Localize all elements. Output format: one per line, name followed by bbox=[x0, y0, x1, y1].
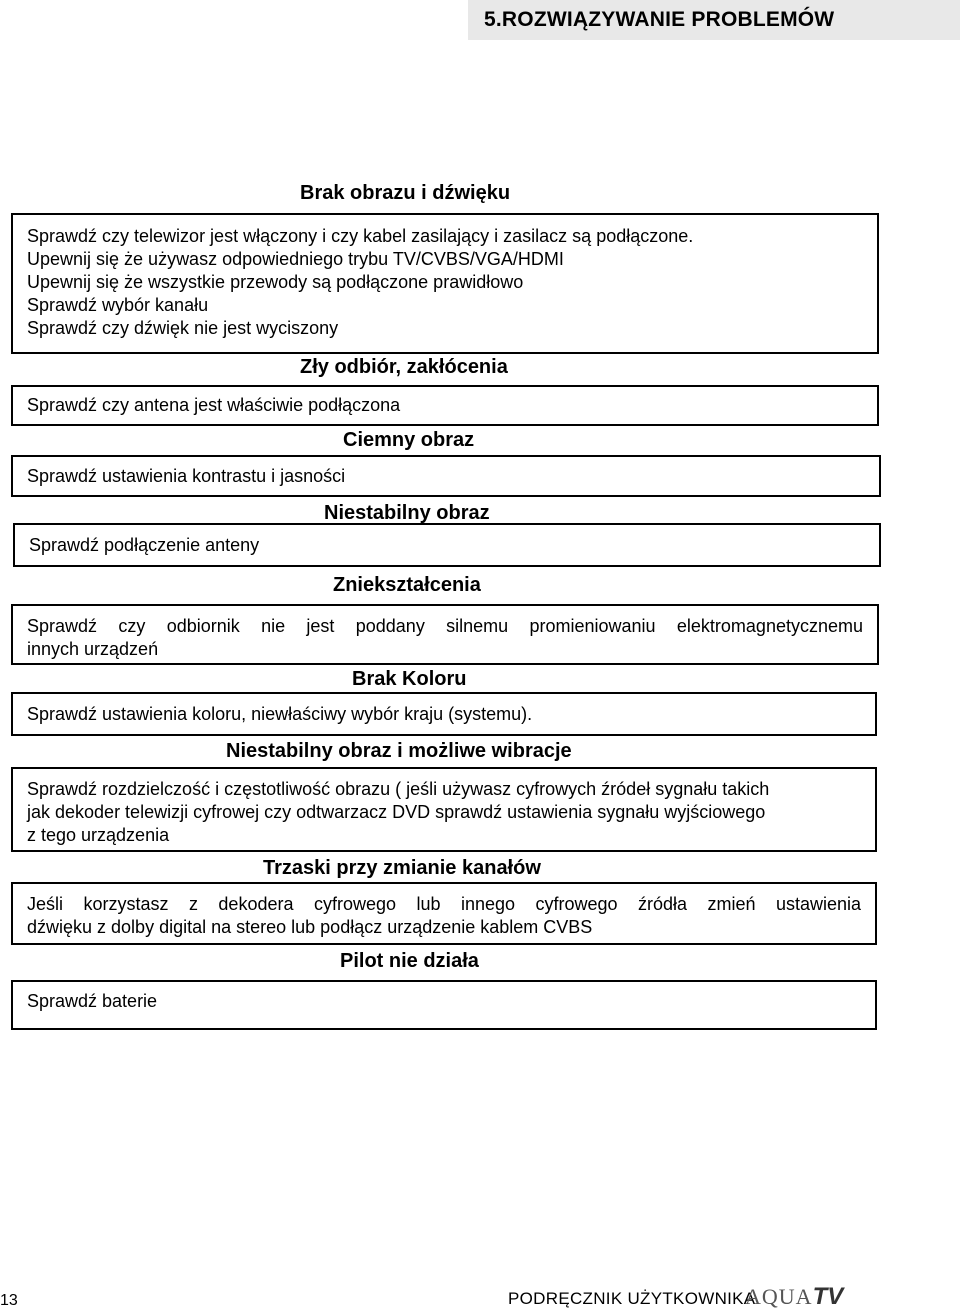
section-line: Sprawdź czy antena jest właściwie podłączona bbox=[27, 395, 401, 415]
section-line: Sprawdź baterie bbox=[27, 991, 158, 1011]
section-title-distortion: Zniekształcenia bbox=[333, 574, 481, 596]
section-box-remote bbox=[11, 980, 877, 1030]
section-line: Sprawdź czy odbiornik nie jest poddany silnemu promieniowaniu elektromagnetycznemu bbox=[27, 616, 863, 636]
logo-text-aqua: AQUA bbox=[745, 1284, 813, 1309]
aquatv-logo bbox=[745, 1283, 843, 1311]
section-line: Sprawdź podłączenie anteny bbox=[29, 535, 260, 555]
section-line: dźwięku z dolby digital na stereo lub podłącz urządzenie kablem CVBS bbox=[27, 917, 593, 937]
section-title-bad-reception: Zły odbiór, zakłócenia bbox=[300, 356, 508, 378]
section-title-vibrations: Niestabilny obraz i możliwe wibracje bbox=[226, 740, 572, 762]
section-line: Upewnij się że używasz odpowiedniego trybu TV/CVBS/VGA/HDMI bbox=[27, 249, 564, 269]
section-line: innych urządzeń bbox=[27, 639, 159, 659]
section-line: Jeśli korzystasz z dekodera cyfrowego lub innego cyfrowego źródła zmień ustawienia bbox=[27, 894, 861, 914]
section-title-no-picture-sound: Brak obrazu i dźwięku bbox=[300, 182, 511, 204]
section-title-no-color: Brak Koloru bbox=[352, 668, 467, 690]
section-line: Sprawdź czy telewizor jest włączony i czy kabel zasilający i zasilacz są podłączone. bbox=[27, 226, 694, 246]
page-number: 13 bbox=[0, 1292, 18, 1309]
section-line: z tego urządzenia bbox=[27, 825, 170, 845]
section-box-no-color bbox=[11, 692, 877, 736]
section-box-dark-picture bbox=[11, 455, 881, 497]
section-title-remote: Pilot nie działa bbox=[340, 950, 479, 972]
logo-text-tv: TV bbox=[812, 1283, 844, 1310]
section-box-bad-reception bbox=[11, 385, 879, 426]
section-line: Sprawdź ustawienia koloru, niewłaściwy wybór kraju (systemu). bbox=[27, 704, 533, 724]
section-title-crackling: Trzaski przy zmianie kanałów bbox=[263, 857, 541, 879]
page-title: 5.ROZWIĄZYWANIE PROBLEMÓW bbox=[484, 8, 835, 31]
section-line: Upewnij się że wszystkie przewody są podłączone prawidłowo bbox=[27, 272, 524, 292]
section-line: Sprawdź rozdzielczość i częstotliwość obrazu ( jeśli używasz cyfrowych źródeł sygnału takich bbox=[27, 779, 770, 799]
footer-manual-label: PODRĘCZNIK UŻYTKOWNIKA bbox=[508, 1289, 756, 1308]
section-line: Sprawdź ustawienia kontrastu i jasności bbox=[27, 466, 346, 486]
section-box-vibrations bbox=[11, 767, 877, 852]
section-line: jak dekoder telewizji cyfrowej czy odtwarzacz DVD sprawdź ustawienia sygnału wyjściowego bbox=[27, 802, 766, 822]
section-box-unstable-picture bbox=[13, 523, 881, 567]
section-box-distortion bbox=[11, 604, 879, 665]
section-box-no-picture-sound bbox=[11, 213, 879, 354]
section-box-crackling bbox=[11, 882, 877, 945]
section-line: Sprawdź wybór kanału bbox=[27, 295, 209, 315]
section-title-dark-picture: Ciemny obraz bbox=[343, 429, 475, 451]
section-title-unstable-picture: Niestabilny obraz bbox=[324, 502, 490, 524]
section-line: Sprawdź czy dźwięk nie jest wyciszony bbox=[27, 318, 339, 338]
